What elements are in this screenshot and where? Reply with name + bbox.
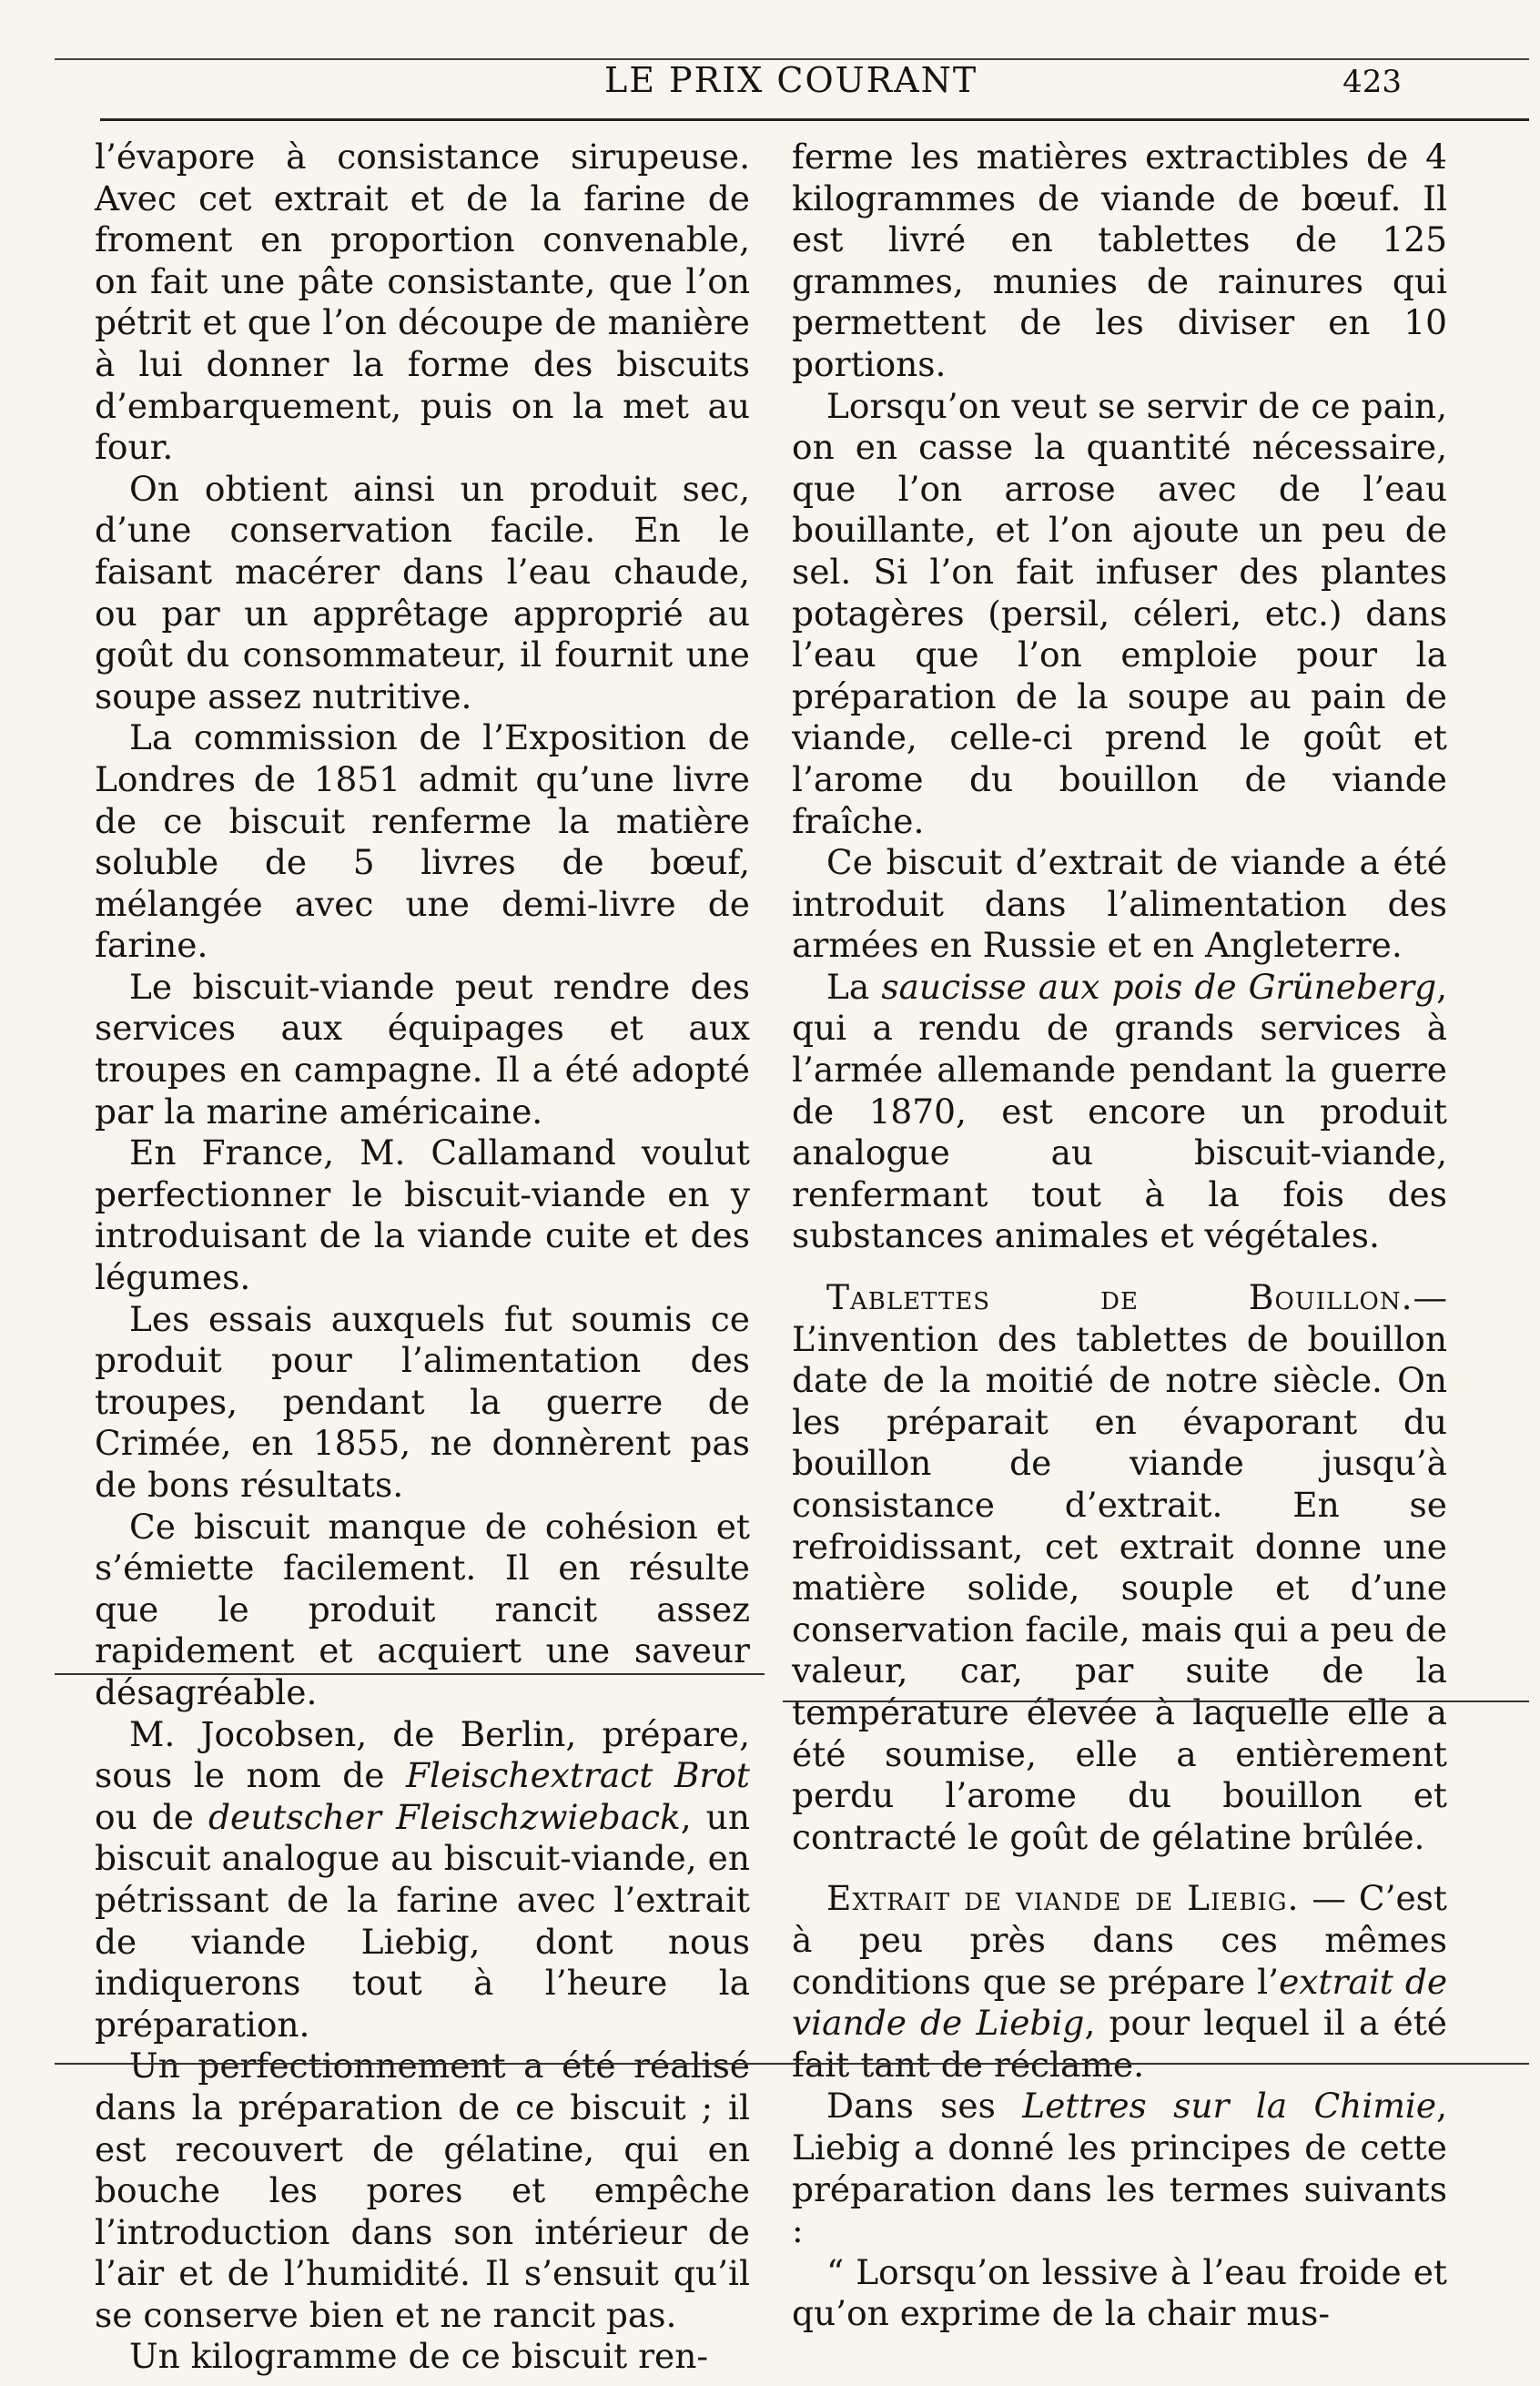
- paragraph: l’évapore à consistance sirupeuse. Avec cet extrait et de la farine de froment en proportion convenable, on fait une pâte consistante, que l’on pétrit et que l’on découpe de manière à lui donner la forme des biscuits d’embarquement, puis on la met au four.: [95, 137, 750, 468]
- text-run: Dans ses: [826, 2086, 1023, 2127]
- paragraph: Un kilogramme de ce biscuit ren-: [129, 2336, 709, 2377]
- section-heading: Extrait de viande de Liebig.: [826, 1878, 1300, 1919]
- section-heading: Tablettes de Bouillon.: [826, 1277, 1413, 1318]
- paragraph: “ Lorsqu’on lessive à l’eau froide et qu’on exprime de la chair mus-: [792, 2251, 1447, 2334]
- paragraph: Ce biscuit d’extrait de viande a été introduit dans l’alimentation des armées en Russie et en Angleterre.: [792, 842, 1447, 966]
- paragraph: En France, M. Callamand voulut perfectionner le biscuit-viande en y introduisant de la viande cuite et des légumes.: [95, 1132, 750, 1298]
- text-run: , Liebig a donné les principes de cette préparation dans les termes suivants :: [792, 2086, 1447, 2251]
- header-rule-bottom: [100, 118, 1529, 121]
- text-run: , pour lequel il a été fait tant de réclame.: [792, 2003, 1447, 2085]
- paragraph: [792, 967, 1447, 1257]
- italic-term: Lettres sur la Chimie: [1022, 2086, 1437, 2127]
- paragraph: ferme les matières extractibles de 4 kilogrammes de viande de bœuf. Il est livré en tablettes de 125 grammes, munies de rainures qui permettent de les diviser en 10 portions.: [792, 137, 1447, 384]
- text-run: La: [826, 966, 882, 1007]
- text-run: , un biscuit analogue au biscuit-viande, en pétrissant de la farine avec l’extrait de viande Liebig, dont nous indiquerons tout à l’heure la préparation.: [95, 1796, 750, 2045]
- section-paragraph: [792, 1878, 1447, 2086]
- scan-rule: [783, 1701, 1529, 1702]
- section-paragraph: [792, 1277, 1447, 1858]
- italic-term: deutscher Fleischzwieback: [208, 1796, 681, 1837]
- paragraph: Les essais auxquels fut soumis ce produit pour l’alimentation des troupes, pendant la guerre de Crimée, en 1855, ne donnèrent pas de bons résultats.: [95, 1298, 750, 1505]
- italic-term: Fleischextract Brot: [405, 1755, 750, 1796]
- text-run: , qui a rendu de grands services à l’armée allemande pendant la guerre de 1870, est encore un produit analogue au biscuit-viande, renfermant tout à la fois des substances animales et végétales.: [792, 966, 1448, 1256]
- paragraph: [95, 1714, 750, 2046]
- text-run: ou de: [95, 1796, 209, 1837]
- scan-rule: [55, 1673, 765, 1675]
- italic-term: extrait de viande de Liebig: [792, 1961, 1448, 2044]
- text-run: — C’est à peu près dans ces mêmes conditions que se prépare l’: [792, 1878, 1447, 2002]
- paragraph: Le biscuit-viande peut rendre des services aux équipages et aux troupes en campagne. Il a été adopté par la marine américaine.: [95, 966, 750, 1132]
- paragraph: Ce biscuit manque de cohésion et s’émiette facilement. Il en résulte que le produit rancit assez rapidement et acquiert une saveur désagréable.: [95, 1506, 750, 1712]
- running-header: [55, 53, 1529, 117]
- italic-term: saucisse aux pois de Grüneberg: [881, 966, 1437, 1007]
- text-run: — L’invention des tablettes de bouillon date de la moitié de notre siècle. On les préparait en évaporant du bouillon de viande jusqu’à consistance d’extrait. En se refroidissant, cet extrait donne une matière solide, souple et d’une conservation facile, mais qui a peu de valeur, car, par suite de la température élevée à laquelle elle a été soumise, elle a entièrement perdu l’arome du bouillon et contracté le goût de gélatine brûlée.: [792, 1277, 1447, 1857]
- running-title: LE PRIX COURANT: [592, 60, 990, 100]
- paragraph: Lorsqu’on veut se servir de ce pain, on en casse la quantité nécessaire, que l’on arrose avec de l’eau bouillante, et l’on ajoute un peu de sel. Si l’on fait infuser des plantes potagères (persil, céleri, etc.) dans l’eau que l’on emploie pour la préparation de la soupe au pain de viande, celle-ci prend le goût et l’arome du bouillon de viande fraîche.: [792, 385, 1447, 841]
- paragraph: On obtient ainsi un produit sec, d’une conservation facile. En le faisant macérer dans l’eau chaude, ou par un apprêtage approprié au goût du consommateur, il fournit une soupe assez nutritive.: [95, 468, 750, 716]
- paragraph: La commission de l’Exposition de Londres de 1851 admit qu’une livre de ce biscuit renferme la matière soluble de 5 livres de bœuf, mélangée avec une demi-livre de farine.: [95, 717, 750, 966]
- text-run: M. Jocobsen, de Berlin, prépare, sous le nom de: [95, 1713, 750, 1796]
- paragraph: Un perfectionnement a été réalisé dans la préparation de ce biscuit ; il est recouvert de gélatine, qui en bouche les pores et empêche l’introduction dans son intérieur de l’air et de l’humidité. Il s’ensuit qu’il se conserve bien et ne rancit pas.: [95, 2046, 750, 2335]
- scan-rule: [55, 2063, 1529, 2065]
- page-number: 423: [1333, 64, 1411, 100]
- paragraph: [792, 2086, 1447, 2251]
- left-column: [95, 137, 750, 2378]
- right-column: [792, 137, 1447, 2335]
